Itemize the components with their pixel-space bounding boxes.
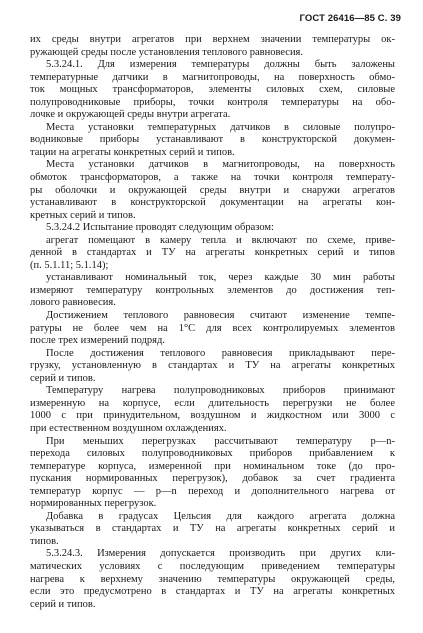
- text-line: 1000 с при принудительном, воздушном и жидкостном или 3000 с: [30, 410, 395, 422]
- text-line: лового равновесия.: [30, 297, 116, 309]
- text-line: ры оболочки и окружающей среды внутри и снаружи агрегатов: [30, 184, 395, 196]
- text-line: тации на агрегаты конкретных серий и типов.: [30, 146, 235, 158]
- page-header: ГОСТ 26416—85 С. 39: [299, 13, 401, 24]
- text-line: полупроводниковые приборы, точки контроля температуры на обо-: [30, 96, 395, 108]
- text-line: серий и типов.: [30, 598, 96, 610]
- text-line: При меньших перегрузках рассчитывают температуру p—n-: [46, 435, 395, 447]
- text-line: нормированных перегрузок.: [30, 498, 157, 510]
- text-line: лочке и окружающей среды внутри агрегата.: [30, 109, 231, 121]
- text-line: измеряют температуру контрольных элементов до достижения теп-: [30, 284, 395, 296]
- text-line: при естественном воздушном охлаждениях.: [30, 422, 227, 434]
- text-line: обмоток трансформаторов, а также на точки контроля температу-: [30, 172, 395, 184]
- text-line: устанавливают номинальный ток, через каждые 30 мин работы: [46, 272, 395, 284]
- text-line: типов.: [30, 535, 59, 547]
- text-line: грузку, установленную в стандартах и ТУ на агрегаты конкретных: [30, 360, 395, 372]
- text-line: ратуры не более чем на 1°С для всех контролируемых элементов: [30, 322, 395, 334]
- text-line: измеренную на корпусе, если длительность перегрузки не более: [30, 397, 395, 409]
- text-line: Добавка в градусах Цельсия для каждого агрегата должна: [46, 510, 395, 522]
- text-line: ружающей среды после установления теплового равновесия.: [30, 46, 304, 58]
- text-line: устанавливают в конструкторской документации на агрегаты кон-: [30, 197, 395, 209]
- text-line: после трех измерений подряд.: [30, 335, 165, 347]
- text-line: температурные датчики в магнитопроводы, на поверхность обмо-: [30, 71, 395, 83]
- text-line: кретных серий и типов.: [30, 209, 136, 221]
- text-line: 5.3.24.2 Испытание проводят следующим образом:: [46, 222, 274, 234]
- text-line: серий и типов.: [30, 372, 96, 384]
- text-line: Достижением теплового равновесия считают изменение темпе-: [46, 310, 395, 322]
- text-line: нагрева к верхнему значению температуры окружающей среды,: [30, 573, 395, 585]
- text-line: ток мощных трансформаторов, элементы силовых схем, силовые: [30, 84, 395, 96]
- text-line: (п. 5.1.11; 5.1.14);: [30, 259, 109, 271]
- text-line: Места установки температурных датчиков в силовые полупро-: [46, 121, 395, 133]
- text-line: пускания нормированных перегрузок), добавок за счет градиента: [30, 473, 395, 485]
- text-line: Места установки датчиков в магнитопроводы, на поверхность: [46, 159, 395, 171]
- body-text: [30, 34, 395, 611]
- text-line: агрегат помещают в камеру тепла и включают по схеме, приве-: [46, 234, 395, 246]
- text-line: 5.3.24.1. Для измерения температуры должны быть заложены: [46, 59, 395, 71]
- text-line: перехода силовых полупроводниковых приборов прибавлением к: [30, 448, 395, 460]
- text-line: водниковые приборы устанавливают в конструкторской докумен-: [30, 134, 395, 146]
- text-line: матических условиях с последующим приведением температуры: [30, 560, 395, 572]
- text-line: температур корпус — p—n переход и дополнительного нагрева от: [30, 485, 395, 497]
- text-line: Температуру нагрева полупроводниковых приборов принимают: [46, 385, 395, 397]
- text-line: если это предусмотрено в стандартах и ТУ на агрегаты конкретных: [30, 586, 395, 598]
- text-line: 5.3.24.3. Измерения допускается производить при других кли-: [46, 548, 395, 560]
- text-line: температуре корпуса, измеренной при номинальном токе (до про-: [30, 460, 395, 472]
- text-line: денной в стандартах и ТУ на агрегаты конкретных серий и типов: [30, 247, 395, 259]
- text-line: указываться в стандартах и ТУ на агрегаты конкретных серий и: [30, 523, 395, 535]
- text-line: их среды внутри агрегатов при верхнем значении температуры ок-: [30, 34, 395, 45]
- text-line: После достижения теплового равновесия прикладывают пере-: [46, 347, 395, 359]
